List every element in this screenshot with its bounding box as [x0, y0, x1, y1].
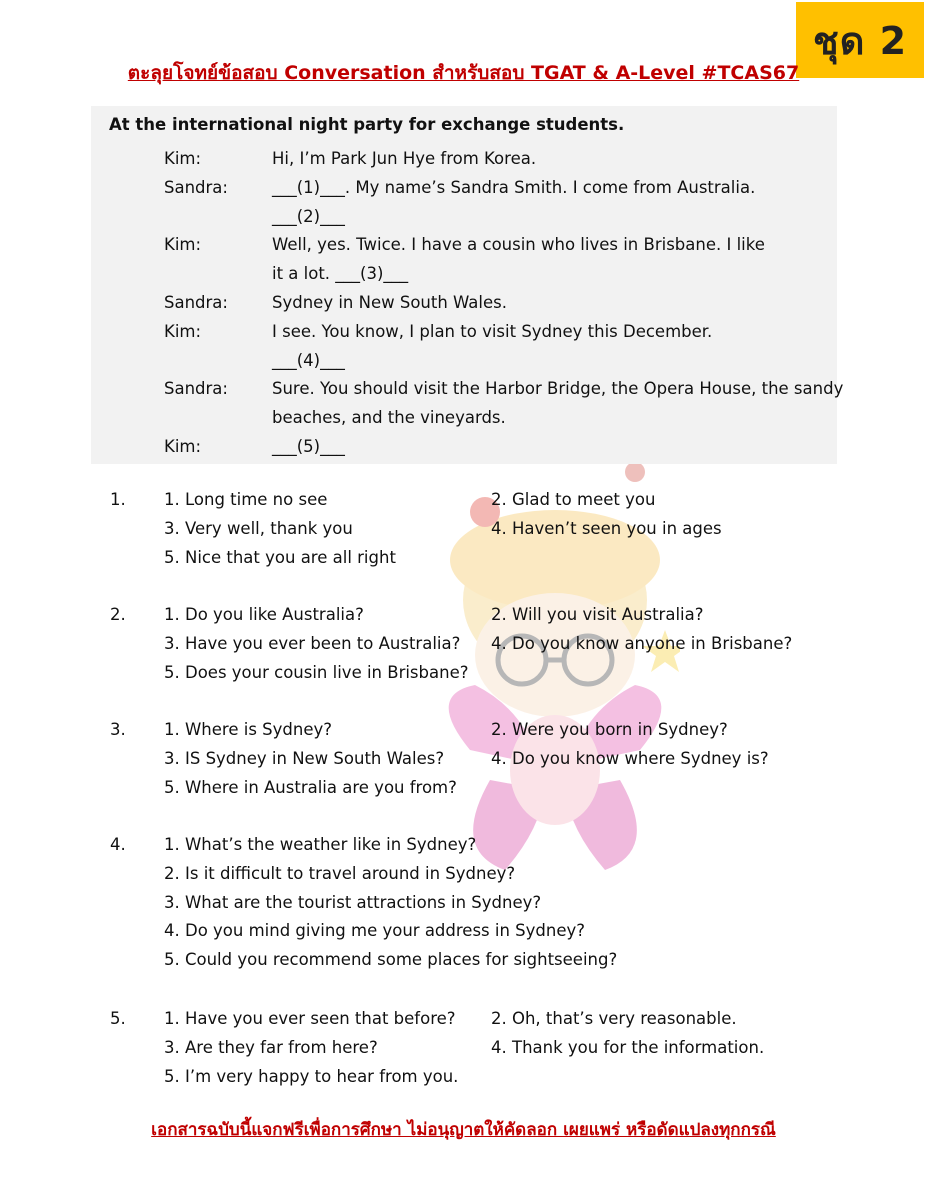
dialogue-text: Sydney in New South Wales.	[272, 293, 507, 312]
answer-option: 4. Haven’t seen you in ages	[491, 518, 722, 538]
dialogue-line	[91, 288, 837, 317]
dialogue-line	[91, 144, 837, 173]
dialogue-line	[91, 317, 837, 346]
dialogue-line	[91, 432, 837, 461]
answer-option: 5. Could you recommend some places for sightseeing?	[164, 950, 618, 970]
answer-option: 3. Are they far from here?	[164, 1037, 378, 1057]
answer-option: 4. Do you know where Sydney is?	[491, 748, 769, 768]
question-number: 1.	[110, 490, 126, 509]
set-number-badge: ชุด 2	[796, 2, 924, 78]
answer-option: 4. Thank you for the information.	[491, 1037, 765, 1057]
speaker-label: Sandra:	[164, 293, 228, 312]
dialogue-text: it a lot. ___(3)___	[272, 264, 409, 284]
page-title: ตะลุยโจทย์ข้อสอบ Conversation สำหรับสอบ TGAT & A-Level #TCAS67	[127, 62, 800, 84]
dialogue-line	[91, 374, 844, 403]
answer-option: 1. Long time no see	[164, 490, 328, 509]
speaker-label: Kim:	[164, 321, 202, 341]
dialogue-text: I see. You know, I plan to visit Sydney this December.	[272, 321, 713, 341]
dialogue-line	[91, 346, 837, 375]
answer-option: 1. What’s the weather like in Sydney?	[164, 835, 477, 854]
passage-heading: At the international night party for exchange students.	[109, 115, 625, 134]
answer-option: 5. Nice that you are all right	[164, 547, 396, 567]
dialogue-text: ___(1)___. My name’s Sandra Smith. I come from Australia.	[272, 177, 756, 197]
answer-option: 2. Were you born in Sydney?	[491, 720, 728, 739]
dialogue-line	[91, 403, 837, 432]
conversation-passage	[91, 106, 844, 464]
answer-option: 1. Where is Sydney?	[164, 720, 332, 739]
dialogue-text: beaches, and the vineyards.	[272, 408, 506, 428]
speaker-label: Sandra:	[164, 379, 228, 399]
answer-option: 3. Very well, thank you	[164, 518, 353, 538]
dialogue-line	[91, 259, 837, 288]
answer-option: 3. IS Sydney in New South Wales?	[164, 748, 445, 768]
question-number: 2.	[110, 605, 126, 624]
dialogue-text: ___(5)___	[272, 437, 345, 456]
answer-option: 5. Does your cousin live in Brisbane?	[164, 662, 469, 682]
answer-option: 4. Do you mind giving me your address in Sydney?	[164, 921, 586, 941]
answer-option: 1. Do you like Australia?	[164, 605, 364, 624]
answer-option: 5. Where in Australia are you from?	[164, 777, 457, 797]
answer-option: 2. Oh, that’s very reasonable.	[491, 1009, 737, 1028]
speaker-label: Kim:	[164, 437, 202, 456]
answer-option: 5. I’m very happy to hear from you.	[164, 1066, 459, 1086]
speaker-label: Kim:	[164, 149, 202, 168]
question-number: 4.	[110, 835, 126, 854]
dialogue-text: ___(4)___	[272, 350, 345, 370]
answer-option: 2. Glad to meet you	[491, 490, 656, 509]
answer-option: 2. Is it difficult to travel around in Sydney?	[164, 863, 516, 883]
speaker-label: Kim:	[164, 235, 202, 255]
dialogue-line	[91, 230, 837, 259]
dialogue-text: ___(2)___	[272, 206, 345, 226]
dialogue-line	[91, 202, 837, 231]
answer-option: 1. Have you ever seen that before?	[164, 1009, 456, 1028]
dialogue-text: Hi, I’m Park Jun Hye from Korea.	[272, 149, 537, 168]
dialogue-text: Well, yes. Twice. I have a cousin who lives in Brisbane. I like	[272, 235, 765, 255]
answer-option: 4. Do you know anyone in Brisbane?	[491, 633, 793, 653]
answer-option: 3. Have you ever been to Australia?	[164, 633, 461, 653]
answer-option: 3. What are the tourist attractions in Sydney?	[164, 892, 542, 912]
question-number: 3.	[110, 720, 126, 739]
speaker-label: Sandra:	[164, 177, 228, 197]
dialogue-line	[91, 173, 837, 202]
dialogue-text: Sure. You should visit the Harbor Bridge, the Opera House, the sandy	[272, 379, 844, 399]
answer-option: 2. Will you visit Australia?	[491, 605, 704, 624]
question-number: 5.	[110, 1009, 126, 1028]
footer-notice: เอกสารฉบับนี้แจกฟรีเพื่อการศึกษา ไม่อนุญาตให้คัดลอก เผยแพร่ หรือดัดแปลงทุกกรณี	[151, 1120, 776, 1140]
